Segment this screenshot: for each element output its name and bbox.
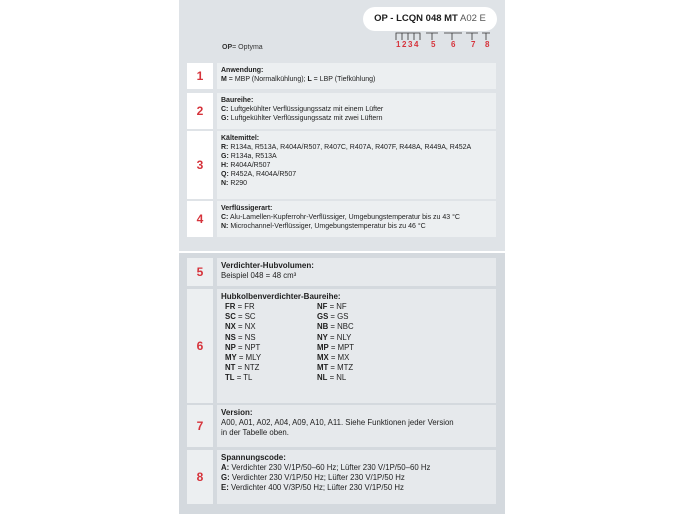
section-content [217, 131, 496, 199]
section-line [221, 143, 496, 152]
bracket-lines [390, 30, 500, 42]
section-title: Version: [221, 408, 253, 417]
series-value: = NF [327, 302, 347, 311]
line-key: N: [221, 223, 229, 230]
line-value: R452A, R404A/R507 [228, 171, 297, 178]
section-title: Baureihe: [221, 97, 254, 104]
op-legend-key: OP [222, 44, 233, 51]
section-title: Kältemittel: [221, 135, 260, 142]
series-column-left [225, 302, 261, 384]
series-code: FR [225, 302, 236, 311]
line-key: N: [221, 180, 229, 187]
series-code: NL [317, 373, 328, 383]
series-value: = NTZ [235, 363, 260, 373]
series-value: = SC [235, 312, 256, 322]
series-value: = NBC [328, 322, 354, 332]
series-code: NB [317, 322, 329, 332]
section-line [221, 179, 496, 188]
line-value: Verdichter 230 V/1P/50–60 Hz; Lüfter 230 V/1P/50–60 Hz [229, 463, 431, 472]
section-content [217, 405, 496, 447]
section-content [217, 93, 496, 129]
series-value: = NX [235, 322, 256, 332]
series-value: = NL [327, 373, 347, 383]
series-item [225, 302, 261, 312]
series-code: NP [225, 342, 236, 352]
line-value: R404A/R507 [228, 162, 271, 169]
section-line [221, 483, 496, 493]
series-value: = MPT [328, 342, 355, 352]
series-value: = MX [328, 353, 350, 363]
section-line [221, 222, 496, 231]
section-title: Verdichter-Hubvolumen: [221, 261, 314, 270]
line-key: G: [221, 115, 229, 122]
section-content [217, 450, 496, 504]
series-value: = NPT [235, 342, 261, 352]
series-item [317, 302, 354, 312]
line-value: Luftgekühlter Verflüssigungssatz mit zwei Lüftern [228, 115, 383, 122]
section-content [217, 63, 496, 89]
series-item [225, 343, 261, 353]
section-number: 2 [187, 93, 213, 129]
model-code-box [363, 7, 497, 31]
line-key: C: [221, 106, 229, 113]
line-value: R134a, R513A, R404A/R507, R407C, R407A, R407F, R448A, R449A, R452A [228, 144, 472, 151]
section-line [221, 213, 496, 222]
series-item [317, 322, 354, 332]
position-digit: 2 [402, 40, 407, 49]
series-item [225, 373, 261, 383]
line-key: E: [221, 483, 229, 493]
position-digit: 8 [485, 40, 490, 49]
section-line: in der Tabelle oben. [221, 428, 289, 438]
series-item [225, 333, 261, 343]
section-number: 4 [187, 201, 213, 237]
series-code: NT [225, 363, 236, 373]
series-code: MP [317, 342, 329, 352]
series-item [317, 343, 354, 353]
section-number: 3 [187, 131, 213, 199]
section-number: 8 [187, 450, 213, 504]
series-columns [221, 302, 496, 402]
series-value: = GS [328, 312, 349, 322]
op-legend [222, 44, 263, 51]
series-code: NF [317, 302, 328, 311]
series-item [317, 353, 354, 363]
section-line [221, 170, 496, 179]
position-digit: 5 [431, 40, 436, 49]
op-legend-value: = Optyma [232, 44, 263, 51]
series-column-right [317, 302, 354, 384]
line-value: Luftgekühlter Verflüssigungssatz mit einem Lüfter [228, 106, 384, 113]
line-key: G: [221, 473, 230, 483]
series-code: MT [317, 363, 329, 373]
line-value: R290 [228, 180, 248, 187]
section-line [221, 473, 496, 483]
line-key: A: [221, 463, 230, 472]
series-value: = FR [235, 302, 255, 311]
series-item [225, 312, 261, 322]
series-item [225, 363, 261, 373]
series-code: MY [225, 353, 237, 363]
section-line [221, 114, 496, 123]
section-title: Verflüssigerart: [221, 205, 273, 212]
panel-divider [179, 251, 505, 253]
series-value: = NLY [327, 332, 352, 342]
line-value: Verdichter 230 V/1P/50 Hz; Lüfter 230 V/1P/50 Hz [229, 473, 405, 483]
section-title: Spannungscode: [221, 453, 286, 462]
model-code-prefix: OP - LCQN 048 MT [374, 13, 458, 24]
series-code: NY [317, 332, 328, 342]
section-content [217, 258, 496, 286]
line-value: Microchannel-Verflüssiger, Umgebungstemperatur bis zu 46 °C [228, 223, 426, 230]
series-value: = TL [234, 373, 253, 383]
line-value: Verdichter 400 V/3P/50 Hz; Lüfter 230 V/1P/50 Hz [228, 483, 404, 493]
section-content [217, 201, 496, 237]
line-key: M [221, 76, 227, 83]
section-number: 7 [187, 405, 213, 447]
section-number: 1 [187, 63, 213, 89]
series-code: NX [225, 322, 236, 332]
series-value: = NS [235, 332, 256, 342]
position-digit: 4 [414, 40, 419, 49]
line-value: Alu-Lamellen-Kupferrohr-Verflüssiger, Umgebungstemperatur bis zu 43 °C [228, 214, 460, 221]
section-line [221, 152, 496, 161]
line-key: C: [221, 214, 229, 221]
series-code: NS [225, 332, 236, 342]
series-item [225, 353, 261, 363]
series-code: TL [225, 373, 235, 383]
series-item [317, 333, 354, 343]
section-line [221, 161, 496, 170]
line-value: = LBP (Tiefkühlung) [311, 76, 376, 83]
section-number: 6 [187, 289, 213, 403]
model-code-position-bracket [390, 30, 500, 50]
position-digit: 7 [471, 40, 476, 49]
series-item [317, 373, 354, 383]
model-code-suffix: A02 E [460, 13, 486, 24]
section-line: Beispiel 048 = 48 cm³ [221, 271, 297, 280]
section-line: A00, A01, A02, A04, A09, A10, A11. Siehe Funktionen jeder Version [221, 418, 454, 427]
section-line [221, 75, 496, 84]
line-key: G: [221, 153, 229, 160]
series-value: = MLY [236, 353, 262, 363]
section-line [221, 105, 496, 114]
section-title: Anwendung: [221, 67, 264, 74]
series-code: MX [317, 353, 329, 363]
line-value: R134a, R513A [228, 153, 277, 160]
line-key: Q: [221, 171, 229, 178]
series-item [317, 363, 354, 373]
series-item [317, 312, 354, 322]
series-code: SC [225, 312, 236, 322]
section-number: 5 [187, 258, 213, 286]
series-value: = MTZ [328, 363, 354, 373]
line-key: L [307, 76, 312, 83]
position-digit: 6 [451, 40, 456, 49]
line-value: = MBP (Normalkühlung); [226, 76, 308, 83]
line-key: H: [221, 162, 229, 169]
line-key: R: [221, 144, 229, 151]
section-title: Hubkolbenverdichter-Baureihe: [221, 292, 341, 301]
series-code: GS [317, 312, 329, 322]
section-content [217, 289, 496, 403]
section-line [221, 463, 496, 473]
series-item [225, 322, 261, 332]
position-digit: 1 [396, 40, 401, 49]
position-digit: 3 [408, 40, 413, 49]
